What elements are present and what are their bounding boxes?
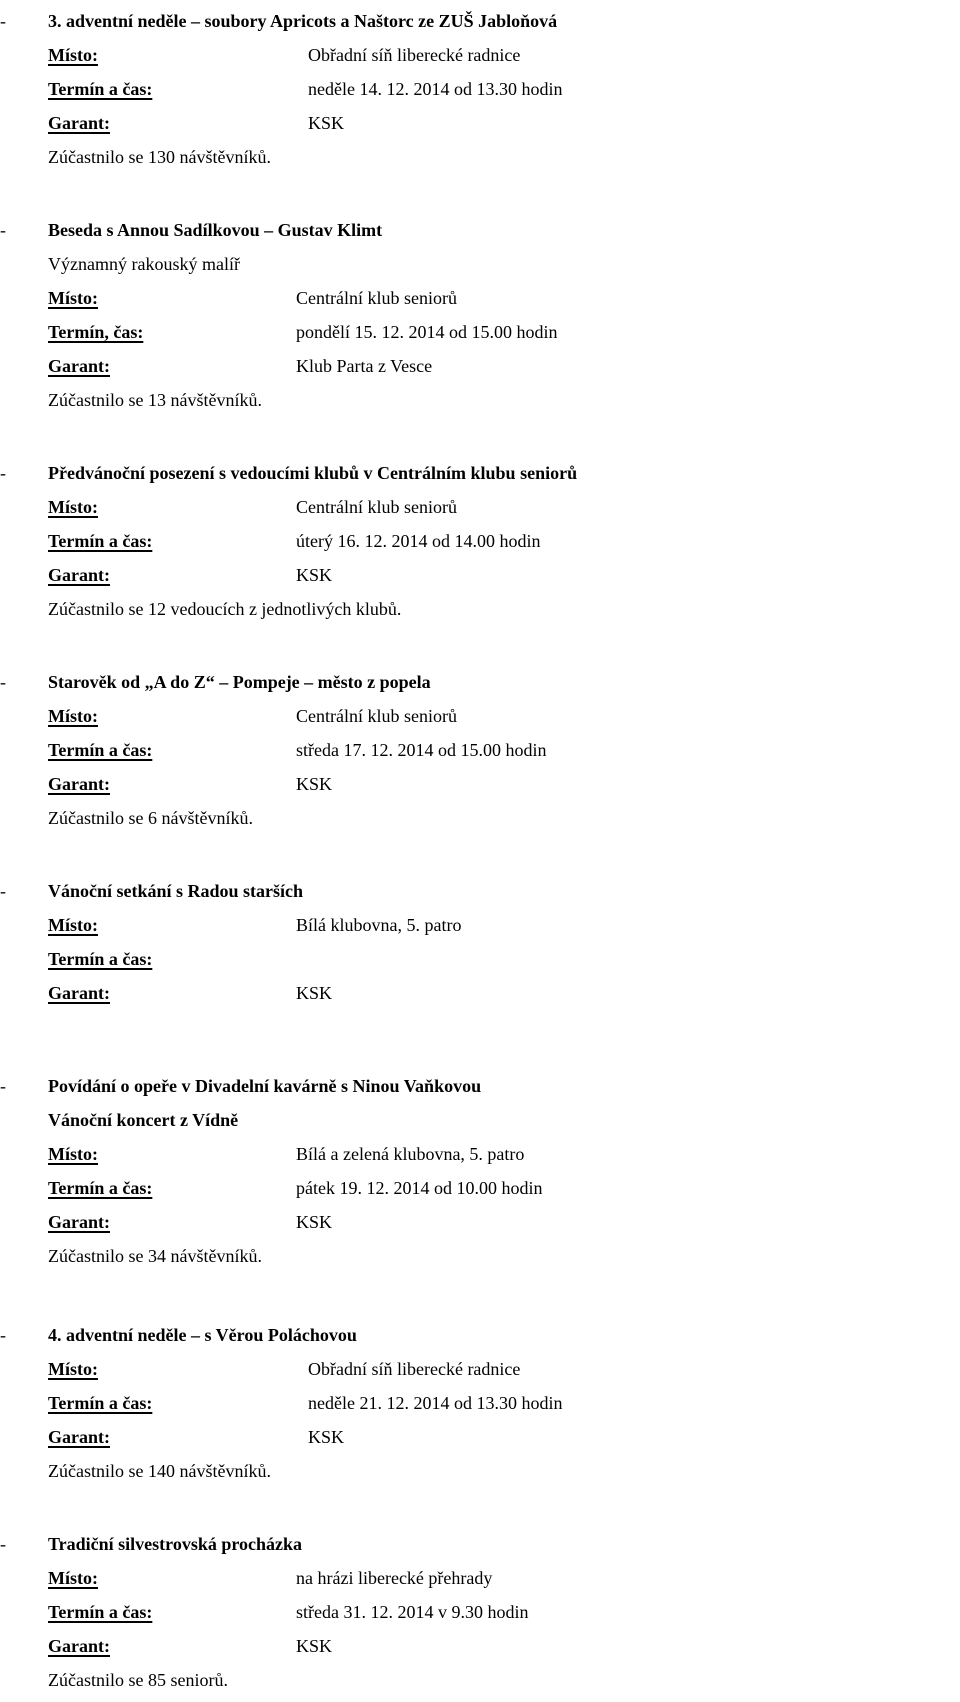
time-value: úterý 16. 12. 2014 od 14.00 hodin (296, 531, 541, 551)
time-row (0, 315, 960, 349)
event-title: Předvánoční posezení s vedoucími klubů v Centrálním klubu seniorů (48, 463, 578, 483)
list-dash: - (0, 220, 6, 240)
place-label: Místo: (48, 915, 98, 935)
place-row (0, 908, 960, 942)
time-row (0, 1386, 960, 1420)
attendance-row (0, 1239, 960, 1273)
place-value: Centrální klub seniorů (296, 288, 457, 308)
place-value: na hrázi liberecké přehrady (296, 1568, 493, 1588)
attendance-text: Zúčastnilo se 85 seniorů. (48, 1670, 228, 1690)
place-row (0, 281, 960, 315)
place-value: Bílá klubovna, 5. patro (296, 915, 462, 935)
time-value: středa 31. 12. 2014 v 9.30 hodin (296, 1602, 529, 1622)
attendance-text: Zúčastnilo se 13 návštěvníků. (48, 390, 262, 410)
guarantor-row (0, 1420, 960, 1454)
guarantor-label: Garant: (48, 983, 110, 1003)
event-title-line-2 (0, 1103, 960, 1137)
place-label: Místo: (48, 706, 98, 726)
attendance-row (0, 1663, 960, 1697)
attendance-text: Zúčastnilo se 6 návštěvníků. (48, 808, 253, 828)
attendance-row (0, 383, 960, 417)
event-title-line (0, 4, 960, 38)
time-label: Termín, čas: (48, 322, 144, 342)
place-label: Místo: (48, 1144, 98, 1164)
event-title-line (0, 213, 960, 247)
time-label: Termín a čas: (48, 531, 153, 551)
guarantor-row (0, 349, 960, 383)
time-value: pondělí 15. 12. 2014 od 15.00 hodin (296, 322, 558, 342)
place-label: Místo: (48, 1568, 98, 1588)
time-label: Termín a čas: (48, 1178, 153, 1198)
event-subtitle: Významný rakouský malíř (48, 254, 240, 274)
guarantor-value: KSK (308, 113, 345, 133)
event-title-line (0, 1527, 960, 1561)
place-row (0, 699, 960, 733)
guarantor-row (0, 558, 960, 592)
time-row (0, 733, 960, 767)
time-value: neděle 21. 12. 2014 od 13.30 hodin (308, 1393, 563, 1413)
place-label: Místo: (48, 497, 98, 517)
event-title: Povídání o opeře v Divadelní kavárně s Ninou Vaňkovou (48, 1076, 482, 1096)
place-value: Obřadní síň liberecké radnice (308, 45, 521, 65)
guarantor-value: KSK (296, 1636, 333, 1656)
guarantor-row (0, 1629, 960, 1663)
event-title: Beseda s Annou Sadílkovou – Gustav Klimt (48, 220, 383, 240)
place-row (0, 1561, 960, 1595)
event-title: Starověk od „A do Z“ – Pompeje – město z popela (48, 672, 431, 692)
time-row (0, 1595, 960, 1629)
place-value: Obřadní síň liberecké radnice (308, 1359, 521, 1379)
guarantor-value: KSK (296, 1212, 333, 1232)
place-value: Centrální klub seniorů (296, 706, 457, 726)
list-dash: - (0, 881, 6, 901)
time-label: Termín a čas: (48, 1602, 153, 1622)
guarantor-label: Garant: (48, 1427, 110, 1447)
guarantor-label: Garant: (48, 1212, 110, 1232)
event-subtitle-line (0, 247, 960, 281)
guarantor-value: Klub Parta z Vesce (296, 356, 433, 376)
attendance-row (0, 801, 960, 835)
event-title: Vánoční setkání s Radou starších (48, 881, 304, 901)
time-row (0, 72, 960, 106)
time-row (0, 1171, 960, 1205)
attendance-text: Zúčastnilo se 34 návštěvníků. (48, 1246, 262, 1266)
guarantor-label: Garant: (48, 356, 110, 376)
time-label: Termín a čas: (48, 79, 153, 99)
event-title-line (0, 1318, 960, 1352)
guarantor-label: Garant: (48, 565, 110, 585)
attendance-row (0, 1454, 960, 1488)
guarantor-row (0, 1205, 960, 1239)
guarantor-row (0, 106, 960, 140)
list-dash: - (0, 1076, 6, 1096)
event-title: Tradiční silvestrovská procházka (48, 1534, 303, 1554)
place-label: Místo: (48, 1359, 98, 1379)
time-row (0, 942, 960, 976)
list-dash: - (0, 1534, 6, 1554)
time-label: Termín a čas: (48, 949, 153, 969)
attendance-text: Zúčastnilo se 140 návštěvníků. (48, 1461, 271, 1481)
place-label: Místo: (48, 45, 98, 65)
place-row (0, 1352, 960, 1386)
time-value: středa 17. 12. 2014 od 15.00 hodin (296, 740, 547, 760)
guarantor-value: KSK (296, 565, 333, 585)
guarantor-label: Garant: (48, 774, 110, 794)
attendance-text: Zúčastnilo se 130 návštěvníků. (48, 147, 271, 167)
guarantor-value: KSK (296, 774, 333, 794)
guarantor-row (0, 976, 960, 1010)
event-title: 3. adventní neděle – soubory Apricots a Naštorc ze ZUŠ Jabloňová (48, 11, 558, 31)
event-title-line (0, 1069, 960, 1103)
place-value: Bílá a zelená klubovna, 5. patro (296, 1144, 525, 1164)
time-label: Termín a čas: (48, 1393, 153, 1413)
place-value: Centrální klub seniorů (296, 497, 457, 517)
guarantor-label: Garant: (48, 1636, 110, 1656)
time-value: pátek 19. 12. 2014 od 10.00 hodin (296, 1178, 543, 1198)
event-title: 4. adventní neděle – s Věrou Poláchovou (48, 1325, 357, 1345)
time-row (0, 524, 960, 558)
list-dash: - (0, 1325, 6, 1345)
event-title-line (0, 665, 960, 699)
place-row (0, 38, 960, 72)
time-label: Termín a čas: (48, 740, 153, 760)
list-dash: - (0, 672, 6, 692)
guarantor-label: Garant: (48, 113, 110, 133)
time-value: neděle 14. 12. 2014 od 13.30 hodin (308, 79, 563, 99)
list-dash: - (0, 463, 6, 483)
place-label: Místo: (48, 288, 98, 308)
attendance-row (0, 592, 960, 626)
event-title-line (0, 874, 960, 908)
place-row (0, 1137, 960, 1171)
place-row (0, 490, 960, 524)
guarantor-row (0, 767, 960, 801)
event-title-2: Vánoční koncert z Vídně (48, 1110, 239, 1130)
event-title-line (0, 456, 960, 490)
list-dash: - (0, 11, 6, 31)
guarantor-value: KSK (308, 1427, 345, 1447)
guarantor-value: KSK (296, 983, 333, 1003)
attendance-row (0, 140, 960, 174)
attendance-text: Zúčastnilo se 12 vedoucích z jednotlivých klubů. (48, 599, 402, 619)
